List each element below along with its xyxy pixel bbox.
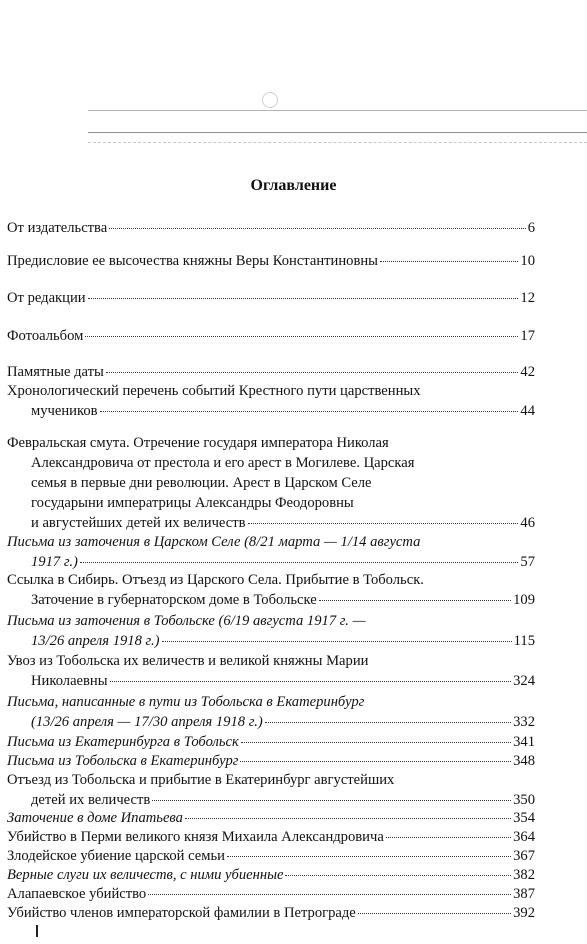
page-header-band xyxy=(0,0,587,150)
dot-leader xyxy=(148,894,511,895)
toc-entry-line: Ссылка в Сибирь. Отъезд из Царского Села. Прибытие в Тобольск. xyxy=(7,572,424,588)
dot-leader xyxy=(386,837,511,838)
toc-entry xyxy=(7,903,535,923)
dot-leader xyxy=(319,600,511,601)
header-rule xyxy=(88,110,587,111)
toc-entry-text xyxy=(7,651,535,671)
toc-entry xyxy=(7,884,535,904)
toc-entry-row xyxy=(7,326,535,346)
toc-entry-text xyxy=(7,770,535,790)
toc-page-number: 348 xyxy=(513,753,535,769)
toc-page-number: 42 xyxy=(520,364,535,380)
toc-entry-text xyxy=(7,381,535,401)
toc-page-number: 57 xyxy=(520,554,535,570)
dot-leader xyxy=(162,641,512,642)
toc-entry-row xyxy=(7,590,535,610)
dot-leader xyxy=(240,761,511,762)
toc-page-number: 10 xyxy=(520,253,535,269)
toc-entry-line: Отъезд из Тобольска и прибытие в Екатеринбург августейших xyxy=(7,772,395,788)
toc-entry-line: Письма из Екатеринбурга в Тобольск xyxy=(7,734,239,750)
toc-entry-row xyxy=(7,712,535,732)
toc-page-number: 332 xyxy=(513,714,535,730)
toc-entry-text xyxy=(7,611,535,631)
toc-page-number: 341 xyxy=(513,734,535,750)
toc-entry-line: Злодейское убиение царской семьи xyxy=(7,848,225,864)
dot-leader xyxy=(185,818,511,819)
toc-entry xyxy=(7,827,535,847)
toc-entry-line: Фотоальбом xyxy=(7,328,84,344)
toc-entry xyxy=(7,751,535,771)
toc-entry-row xyxy=(7,218,535,238)
toc-entry-line: семья в первые дни революции. Арест в Царском Селе xyxy=(31,475,372,491)
toc-entry-text xyxy=(7,692,535,712)
toc-entry-line: Февральская смута. Отречение государя императора Николая xyxy=(7,435,389,451)
toc-entry-row xyxy=(7,631,535,651)
toc-page-number: 44 xyxy=(520,403,535,419)
toc-entry-line: Памятные даты xyxy=(7,364,104,380)
toc-entry-line: Письма из заточения в Тобольске (6/19 августа 1917 г. — xyxy=(7,613,366,629)
toc-entry-line: Письма из Тобольска в Екатеринбург xyxy=(7,753,239,769)
toc-entry-line: и августейших детей их величеств xyxy=(31,515,246,531)
toc-entry-row xyxy=(7,288,535,308)
toc-entry-line: Николаевны xyxy=(31,673,108,689)
toc-entry-text xyxy=(7,570,535,590)
toc-entry-row xyxy=(7,846,535,866)
toc-page-number: 350 xyxy=(513,792,535,808)
toc-entry-line: (13/26 апреля — 17/30 апреля 1918 г.) xyxy=(31,714,263,730)
toc-entry xyxy=(7,692,535,732)
toc-page-number: 367 xyxy=(513,848,535,864)
toc-entry-line: Письма из заточения в Царском Селе (8/21 марта — 1/14 августа xyxy=(7,534,421,550)
toc-entry-row xyxy=(7,865,535,885)
toc-entry-line: Увоз из Тобольска их величеств и великой княжны Марии xyxy=(7,653,369,669)
toc-entry-line: Письма, написанные в пути из Тобольска в Екатеринбург xyxy=(7,694,365,710)
toc-entry xyxy=(7,611,535,651)
header-rule xyxy=(88,132,587,133)
toc-entry xyxy=(7,433,535,533)
dot-leader xyxy=(88,298,519,299)
toc-entry-line: Предисловие ее высочества княжны Веры Константиновны xyxy=(7,253,378,269)
toc-entry-row xyxy=(7,903,535,923)
dot-leader xyxy=(380,261,518,262)
dot-leader xyxy=(241,742,511,743)
toc-entry-line: Алапаевское убийство xyxy=(7,886,147,902)
toc-entry-line: 13/26 апреля 1918 г.) xyxy=(31,633,160,649)
toc-entry xyxy=(7,770,535,810)
toc-entry xyxy=(7,288,535,308)
toc-entry xyxy=(7,532,535,572)
toc-entry-row xyxy=(7,552,535,572)
toc-entry-row xyxy=(7,401,535,421)
toc-page-number: 392 xyxy=(513,905,535,921)
dot-leader xyxy=(248,523,519,524)
toc-page-number: 12 xyxy=(520,290,535,306)
toc-entry-line: государыни императрицы Александры Феодоровны xyxy=(31,495,354,511)
header-rule xyxy=(88,142,587,143)
dot-leader xyxy=(109,228,525,229)
toc-entry-row xyxy=(7,751,535,771)
header-ornament xyxy=(262,92,278,108)
toc-page-number: 6 xyxy=(527,220,535,236)
margin-mark xyxy=(36,925,44,937)
dot-leader xyxy=(100,411,519,412)
toc-entry-line: Убийство членов императорской фамилии в Петрограде xyxy=(7,905,356,921)
toc-entry xyxy=(7,651,535,691)
toc-entry-row xyxy=(7,671,535,691)
toc-entry-row xyxy=(7,362,535,382)
toc-entry-row xyxy=(7,808,535,828)
toc-entry-line: От редакции xyxy=(7,290,86,306)
toc-entry-row xyxy=(7,251,535,271)
toc-entry xyxy=(7,218,535,238)
dot-leader xyxy=(106,372,519,373)
toc-page-number: 364 xyxy=(513,829,535,845)
toc-entry xyxy=(7,570,535,610)
toc-entry xyxy=(7,808,535,828)
toc-entry-line: Заточение в губернаторском доме в Тобольске xyxy=(31,592,317,608)
dot-leader xyxy=(285,875,511,876)
toc-entry xyxy=(7,326,535,346)
toc-entry-line: мучеников xyxy=(31,403,98,419)
dot-leader xyxy=(358,913,511,914)
dot-leader xyxy=(80,562,519,563)
toc-entry-line: Убийство в Перми великого князя Михаила Александровича xyxy=(7,829,384,845)
toc-entry-line: 1917 г.) xyxy=(31,554,78,570)
dot-leader xyxy=(110,681,512,682)
toc-entry xyxy=(7,846,535,866)
toc-page-number: 17 xyxy=(520,328,535,344)
dot-leader xyxy=(85,336,518,337)
toc-entry xyxy=(7,381,535,421)
toc-page-number: 324 xyxy=(513,673,535,689)
toc-entry xyxy=(7,362,535,382)
dot-leader xyxy=(152,800,511,801)
toc-entry-line: детей их величеств xyxy=(31,792,151,808)
toc-page-number: 382 xyxy=(513,867,535,883)
toc-entry-row xyxy=(7,513,535,533)
toc-entry-row xyxy=(7,790,535,810)
toc-page-number: 387 xyxy=(513,886,535,902)
toc-page-number: 46 xyxy=(520,515,535,531)
toc-page-number: 354 xyxy=(513,810,535,826)
toc-entry xyxy=(7,251,535,271)
toc-page-number: 109 xyxy=(513,592,535,608)
toc-entry xyxy=(7,865,535,885)
dot-leader xyxy=(265,722,511,723)
toc-entry-row xyxy=(7,827,535,847)
dot-leader xyxy=(227,856,511,857)
toc-entry-row xyxy=(7,884,535,904)
toc-title: Оглавление xyxy=(250,177,337,194)
toc-entry-line: Александровича от престола и его арест в Могилеве. Царская xyxy=(31,455,415,471)
toc-entry-text xyxy=(7,532,535,552)
toc-page-number: 115 xyxy=(513,633,535,649)
toc-entry-line: От издательства xyxy=(7,220,108,236)
toc-entry xyxy=(7,732,535,752)
toc-entry-line: Заточение в доме Ипатьева xyxy=(7,810,183,826)
toc-entry-line: Хронологический перечень событий Крестного пути царственных xyxy=(7,383,421,399)
toc-entry-row xyxy=(7,732,535,752)
toc-entry-text xyxy=(7,433,535,513)
toc-entry-line: Верные слуги их величеств, с ними убиенные xyxy=(7,867,284,883)
